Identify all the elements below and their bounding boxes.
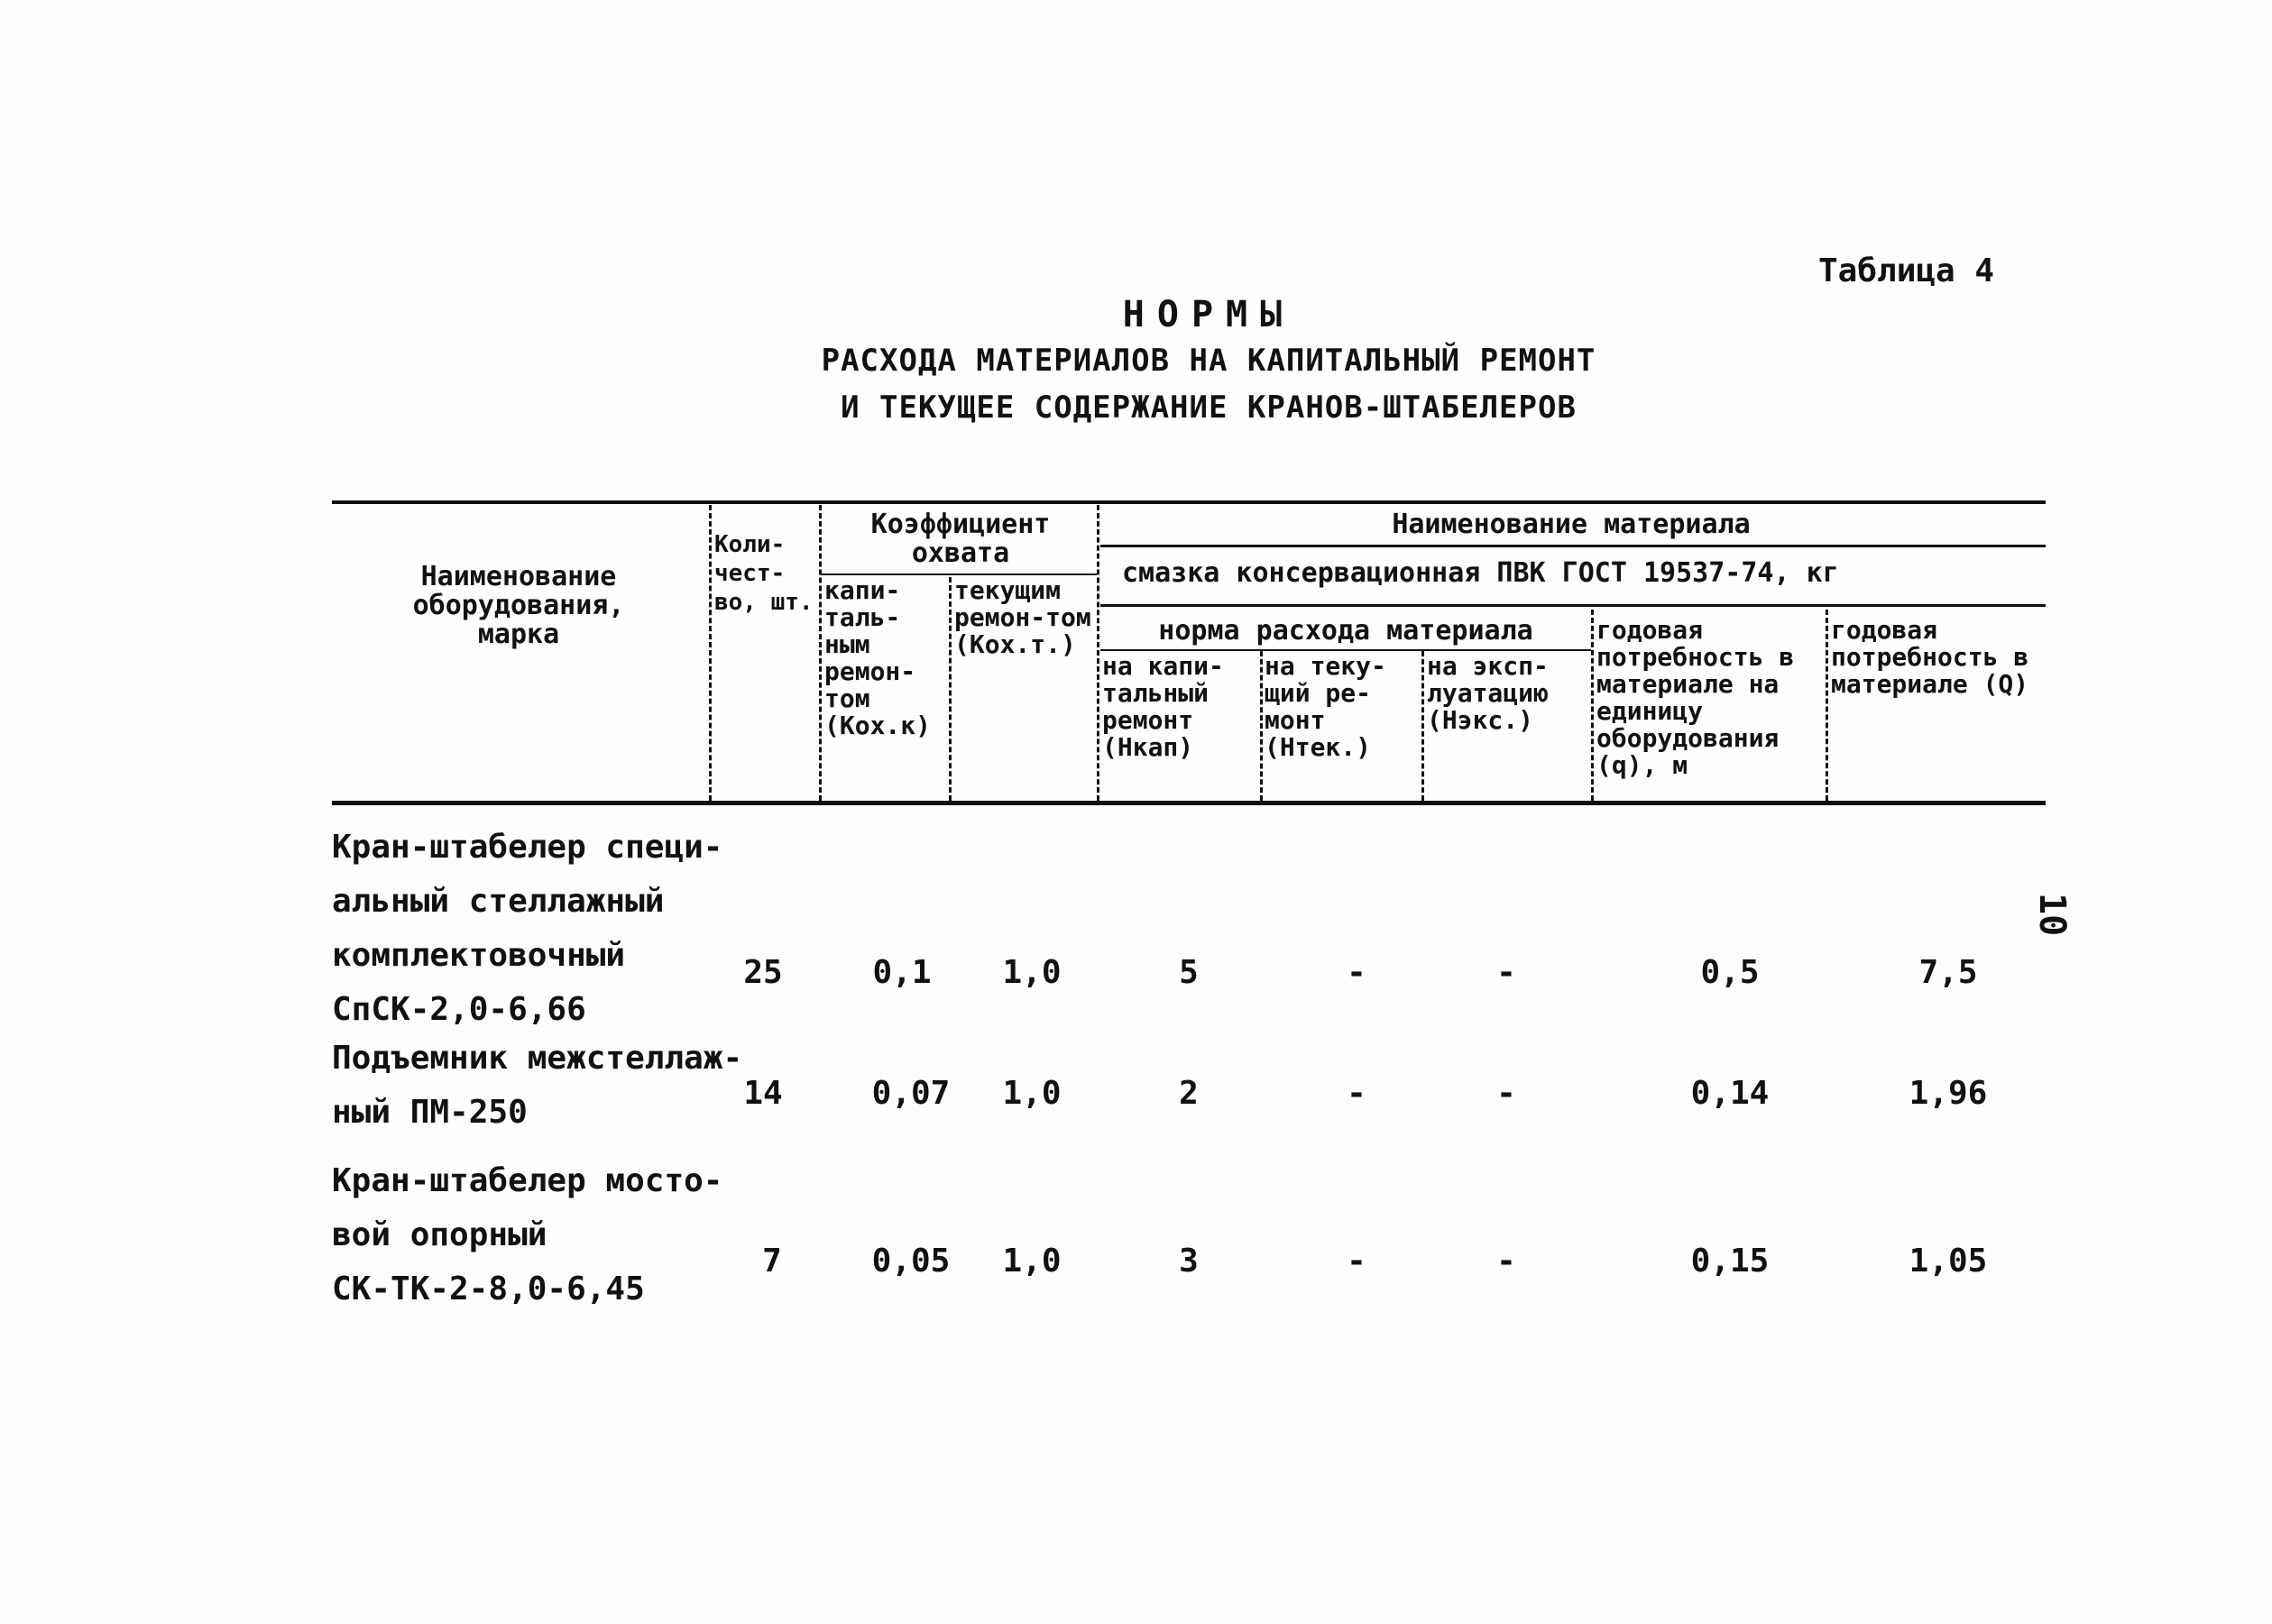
row-3-annual-total: 1,05 — [1909, 1243, 1988, 1280]
page-number: 10 — [2031, 893, 2073, 937]
row-1-norm-exploitation: - — [1496, 954, 1516, 991]
row-2-name-line-1: Подъемник межстеллаж- — [332, 1040, 743, 1077]
material-rule — [1100, 545, 2046, 547]
row-3-name-line-2: вой опорный — [332, 1216, 547, 1253]
row-2-norm-exploitation: - — [1496, 1075, 1516, 1112]
header-annual-unit: годовая потребность в материале на единицу оборудования (q), м — [1596, 615, 1795, 780]
row-2-annual-total: 1,96 — [1909, 1075, 1988, 1112]
col-divider-2 — [819, 505, 822, 801]
header-coverage: Коэффициент охвата — [870, 509, 1051, 569]
row-3-norm-current: - — [1347, 1243, 1366, 1280]
row-3-qty: 7 — [762, 1243, 782, 1280]
row-2-name — [332, 1032, 742, 1140]
row-1-norm-current: - — [1347, 954, 1366, 991]
row-2-coverage-capital: 0,07 — [871, 1075, 951, 1112]
title-line-3: И ТЕКУЩЕЕ СОДЕРЖАНИЕ КРАНОВ-ШТАБЕЛЕРОВ — [841, 390, 1577, 426]
header-norm: норма расхода материала — [1158, 615, 1533, 647]
col-divider-6 — [1421, 651, 1424, 801]
col-divider-1 — [709, 505, 712, 801]
header-norm-current: на теку-щий ре-монт (Нтек.) — [1265, 651, 1386, 762]
header-bottom-rule — [332, 801, 2046, 805]
row-3-coverage-current: 1,0 — [1002, 1243, 1062, 1280]
header-quantity: Коли-чест-во, шт. — [714, 531, 814, 616]
row-2-norm-capital: 2 — [1179, 1075, 1199, 1112]
col-divider-5 — [1260, 651, 1263, 801]
row-3-norm-capital: 3 — [1179, 1243, 1199, 1280]
row-1-name — [332, 821, 722, 1037]
row-3-name-line-3: СК-ТК-2-8,0-6,45 — [332, 1271, 645, 1307]
header-coverage-capital: капи-таль-ным ремон-том (Кох.к) — [824, 575, 932, 740]
header-norm-exploitation: на эксп-луатацию (Нэкс.) — [1427, 651, 1549, 735]
row-2-coverage-current: 1,0 — [1002, 1075, 1062, 1112]
header-coverage-current: текущим ремон-том (Кох.т.) — [954, 575, 1091, 659]
row-2-qty: 14 — [743, 1075, 783, 1112]
header-equipment: Наименование оборудования, марка — [412, 561, 625, 650]
col-divider-4 — [1097, 505, 1099, 801]
header-material: смазка консервационная ПВК ГОСТ 19537-74, кг — [1122, 557, 1839, 589]
row-1-name-line-3: комплектовочный — [332, 937, 626, 974]
row-1-coverage-capital: 0,1 — [872, 954, 932, 991]
table-label: Таблица 4 — [1818, 252, 1995, 289]
row-1-qty: 25 — [743, 954, 783, 991]
row-1-coverage-current: 1,0 — [1002, 954, 1062, 991]
material-sub-rule — [1100, 604, 2046, 607]
row-1-norm-capital: 5 — [1179, 954, 1199, 991]
col-divider-7 — [1591, 610, 1594, 801]
row-1-annual-unit: 0,5 — [1700, 954, 1760, 991]
row-2-norm-current: - — [1347, 1075, 1366, 1112]
row-3-norm-exploitation: - — [1496, 1243, 1516, 1280]
title-line-2: РАСХОДА МАТЕРИАЛОВ НА КАПИТАЛЬНЫЙ РЕМОНТ — [821, 343, 1596, 379]
row-3-name-line-1: Кран-штабелер мосто- — [332, 1162, 723, 1199]
row-3-coverage-capital: 0,05 — [871, 1243, 951, 1280]
row-3-name — [332, 1154, 722, 1317]
header-material-name: Наименование материала — [1392, 509, 1751, 540]
header-annual-total: годовая потребность в материале (Q) — [1831, 615, 2029, 699]
col-divider-3 — [949, 577, 952, 801]
header-norm-capital: на капи-тальный ремонт (Нкап) — [1102, 651, 1224, 762]
row-1-name-line-2: альный стеллажный — [332, 883, 665, 920]
title-line-1: НОРМЫ — [1122, 294, 1295, 335]
row-1-name-line-4: СпСК-2,0-6,66 — [332, 991, 586, 1028]
table-top-rule — [332, 500, 2046, 504]
col-divider-8 — [1826, 610, 1828, 801]
row-1-annual-total: 7,5 — [1918, 954, 1978, 991]
row-2-name-line-2: ный ПМ-250 — [332, 1094, 528, 1131]
row-1-name-line-1: Кран-штабелер специ- — [332, 829, 723, 866]
row-3-annual-unit: 0,15 — [1690, 1243, 1770, 1280]
row-2-annual-unit: 0,14 — [1690, 1075, 1770, 1112]
